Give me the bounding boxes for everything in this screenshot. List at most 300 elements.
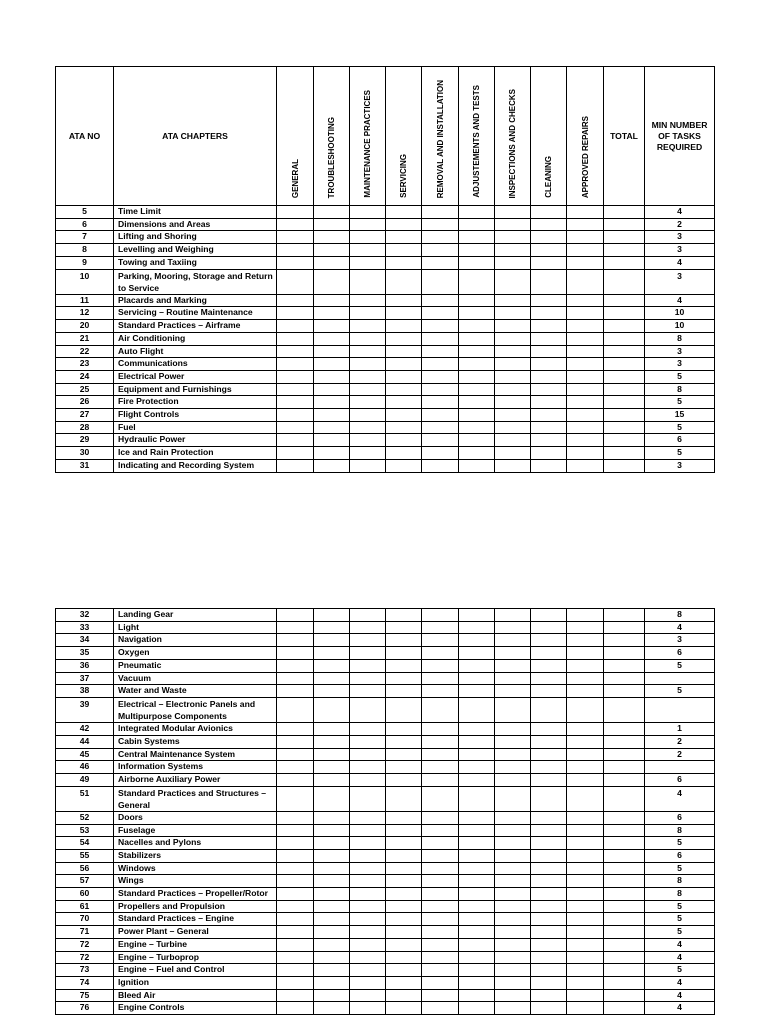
task-entry-cell[interactable] bbox=[531, 345, 567, 358]
task-entry-cell[interactable] bbox=[277, 320, 314, 333]
task-entry-cell[interactable] bbox=[495, 370, 531, 383]
task-entry-cell[interactable] bbox=[459, 256, 495, 269]
task-entry-cell[interactable] bbox=[386, 396, 422, 409]
task-entry-cell[interactable] bbox=[277, 206, 314, 219]
task-entry-cell[interactable] bbox=[459, 634, 495, 647]
task-entry-cell[interactable] bbox=[567, 621, 604, 634]
task-entry-cell[interactable] bbox=[495, 218, 531, 231]
task-entry-cell[interactable] bbox=[531, 723, 567, 736]
task-entry-cell[interactable] bbox=[459, 723, 495, 736]
task-entry-cell[interactable] bbox=[277, 761, 314, 774]
task-entry-cell[interactable] bbox=[531, 256, 567, 269]
task-entry-cell[interactable] bbox=[531, 849, 567, 862]
task-entry-cell[interactable] bbox=[314, 786, 350, 811]
task-entry-cell[interactable] bbox=[386, 951, 422, 964]
task-entry-cell[interactable] bbox=[386, 773, 422, 786]
task-entry-cell[interactable] bbox=[422, 989, 459, 1002]
task-entry-cell[interactable] bbox=[314, 926, 350, 939]
task-entry-cell[interactable] bbox=[350, 773, 386, 786]
task-entry-cell[interactable] bbox=[350, 396, 386, 409]
task-entry-cell[interactable] bbox=[531, 685, 567, 698]
task-entry-cell[interactable] bbox=[422, 1002, 459, 1015]
task-entry-cell[interactable] bbox=[422, 421, 459, 434]
total-cell[interactable] bbox=[604, 849, 645, 862]
task-entry-cell[interactable] bbox=[350, 761, 386, 774]
task-entry-cell[interactable] bbox=[314, 875, 350, 888]
task-entry-cell[interactable] bbox=[277, 735, 314, 748]
total-cell[interactable] bbox=[604, 459, 645, 472]
task-entry-cell[interactable] bbox=[531, 459, 567, 472]
task-entry-cell[interactable] bbox=[386, 964, 422, 977]
task-entry-cell[interactable] bbox=[314, 621, 350, 634]
task-entry-cell[interactable] bbox=[531, 824, 567, 837]
task-entry-cell[interactable] bbox=[386, 761, 422, 774]
task-entry-cell[interactable] bbox=[314, 761, 350, 774]
task-entry-cell[interactable] bbox=[422, 862, 459, 875]
task-entry-cell[interactable] bbox=[422, 685, 459, 698]
task-entry-cell[interactable] bbox=[459, 938, 495, 951]
task-entry-cell[interactable] bbox=[422, 332, 459, 345]
task-entry-cell[interactable] bbox=[386, 231, 422, 244]
task-entry-cell[interactable] bbox=[531, 647, 567, 660]
task-entry-cell[interactable] bbox=[567, 421, 604, 434]
task-entry-cell[interactable] bbox=[567, 1002, 604, 1015]
task-entry-cell[interactable] bbox=[531, 609, 567, 622]
task-entry-cell[interactable] bbox=[422, 951, 459, 964]
total-cell[interactable] bbox=[604, 773, 645, 786]
total-cell[interactable] bbox=[604, 294, 645, 307]
task-entry-cell[interactable] bbox=[567, 244, 604, 257]
task-entry-cell[interactable] bbox=[277, 383, 314, 396]
task-entry-cell[interactable] bbox=[567, 697, 604, 722]
task-entry-cell[interactable] bbox=[567, 409, 604, 422]
task-entry-cell[interactable] bbox=[350, 824, 386, 837]
task-entry-cell[interactable] bbox=[459, 989, 495, 1002]
task-entry-cell[interactable] bbox=[350, 634, 386, 647]
task-entry-cell[interactable] bbox=[567, 786, 604, 811]
task-entry-cell[interactable] bbox=[567, 231, 604, 244]
task-entry-cell[interactable] bbox=[422, 735, 459, 748]
task-entry-cell[interactable] bbox=[567, 307, 604, 320]
task-entry-cell[interactable] bbox=[277, 773, 314, 786]
task-entry-cell[interactable] bbox=[459, 320, 495, 333]
task-entry-cell[interactable] bbox=[531, 231, 567, 244]
task-entry-cell[interactable] bbox=[350, 964, 386, 977]
task-entry-cell[interactable] bbox=[459, 421, 495, 434]
task-entry-cell[interactable] bbox=[459, 269, 495, 294]
task-entry-cell[interactable] bbox=[531, 383, 567, 396]
task-entry-cell[interactable] bbox=[314, 421, 350, 434]
total-cell[interactable] bbox=[604, 396, 645, 409]
total-cell[interactable] bbox=[604, 358, 645, 371]
task-entry-cell[interactable] bbox=[277, 459, 314, 472]
task-entry-cell[interactable] bbox=[314, 396, 350, 409]
task-entry-cell[interactable] bbox=[495, 269, 531, 294]
task-entry-cell[interactable] bbox=[386, 320, 422, 333]
task-entry-cell[interactable] bbox=[314, 447, 350, 460]
task-entry-cell[interactable] bbox=[495, 926, 531, 939]
task-entry-cell[interactable] bbox=[422, 634, 459, 647]
total-cell[interactable] bbox=[604, 938, 645, 951]
task-entry-cell[interactable] bbox=[386, 888, 422, 901]
task-entry-cell[interactable] bbox=[459, 735, 495, 748]
task-entry-cell[interactable] bbox=[531, 370, 567, 383]
task-entry-cell[interactable] bbox=[277, 370, 314, 383]
task-entry-cell[interactable] bbox=[459, 761, 495, 774]
task-entry-cell[interactable] bbox=[531, 938, 567, 951]
task-entry-cell[interactable] bbox=[277, 989, 314, 1002]
task-entry-cell[interactable] bbox=[495, 332, 531, 345]
task-entry-cell[interactable] bbox=[495, 697, 531, 722]
task-entry-cell[interactable] bbox=[531, 1002, 567, 1015]
task-entry-cell[interactable] bbox=[350, 672, 386, 685]
task-entry-cell[interactable] bbox=[531, 634, 567, 647]
task-entry-cell[interactable] bbox=[314, 269, 350, 294]
task-entry-cell[interactable] bbox=[459, 383, 495, 396]
task-entry-cell[interactable] bbox=[277, 231, 314, 244]
task-entry-cell[interactable] bbox=[386, 294, 422, 307]
task-entry-cell[interactable] bbox=[314, 837, 350, 850]
task-entry-cell[interactable] bbox=[350, 723, 386, 736]
task-entry-cell[interactable] bbox=[422, 409, 459, 422]
task-entry-cell[interactable] bbox=[422, 609, 459, 622]
total-cell[interactable] bbox=[604, 231, 645, 244]
task-entry-cell[interactable] bbox=[314, 824, 350, 837]
task-entry-cell[interactable] bbox=[277, 786, 314, 811]
task-entry-cell[interactable] bbox=[567, 811, 604, 824]
task-entry-cell[interactable] bbox=[350, 370, 386, 383]
task-entry-cell[interactable] bbox=[314, 888, 350, 901]
task-entry-cell[interactable] bbox=[459, 396, 495, 409]
total-cell[interactable] bbox=[604, 244, 645, 257]
total-cell[interactable] bbox=[604, 383, 645, 396]
task-entry-cell[interactable] bbox=[459, 307, 495, 320]
task-entry-cell[interactable] bbox=[277, 913, 314, 926]
task-entry-cell[interactable] bbox=[459, 447, 495, 460]
task-entry-cell[interactable] bbox=[314, 1002, 350, 1015]
task-entry-cell[interactable] bbox=[495, 659, 531, 672]
task-entry-cell[interactable] bbox=[567, 849, 604, 862]
task-entry-cell[interactable] bbox=[495, 773, 531, 786]
task-entry-cell[interactable] bbox=[277, 1002, 314, 1015]
task-entry-cell[interactable] bbox=[531, 434, 567, 447]
task-entry-cell[interactable] bbox=[495, 231, 531, 244]
task-entry-cell[interactable] bbox=[567, 434, 604, 447]
task-entry-cell[interactable] bbox=[277, 964, 314, 977]
task-entry-cell[interactable] bbox=[495, 409, 531, 422]
task-entry-cell[interactable] bbox=[277, 837, 314, 850]
task-entry-cell[interactable] bbox=[531, 964, 567, 977]
task-entry-cell[interactable] bbox=[350, 409, 386, 422]
task-entry-cell[interactable] bbox=[422, 672, 459, 685]
task-entry-cell[interactable] bbox=[495, 735, 531, 748]
task-entry-cell[interactable] bbox=[495, 913, 531, 926]
task-entry-cell[interactable] bbox=[277, 332, 314, 345]
task-entry-cell[interactable] bbox=[422, 447, 459, 460]
task-entry-cell[interactable] bbox=[386, 786, 422, 811]
task-entry-cell[interactable] bbox=[277, 811, 314, 824]
task-entry-cell[interactable] bbox=[567, 862, 604, 875]
task-entry-cell[interactable] bbox=[567, 875, 604, 888]
total-cell[interactable] bbox=[604, 370, 645, 383]
task-entry-cell[interactable] bbox=[386, 811, 422, 824]
total-cell[interactable] bbox=[604, 723, 645, 736]
task-entry-cell[interactable] bbox=[567, 672, 604, 685]
task-entry-cell[interactable] bbox=[459, 951, 495, 964]
task-entry-cell[interactable] bbox=[314, 206, 350, 219]
task-entry-cell[interactable] bbox=[459, 964, 495, 977]
task-entry-cell[interactable] bbox=[495, 647, 531, 660]
task-entry-cell[interactable] bbox=[567, 888, 604, 901]
task-entry-cell[interactable] bbox=[495, 849, 531, 862]
task-entry-cell[interactable] bbox=[495, 875, 531, 888]
task-entry-cell[interactable] bbox=[386, 269, 422, 294]
task-entry-cell[interactable] bbox=[350, 244, 386, 257]
task-entry-cell[interactable] bbox=[386, 900, 422, 913]
task-entry-cell[interactable] bbox=[277, 396, 314, 409]
task-entry-cell[interactable] bbox=[314, 849, 350, 862]
task-entry-cell[interactable] bbox=[350, 383, 386, 396]
task-entry-cell[interactable] bbox=[422, 383, 459, 396]
task-entry-cell[interactable] bbox=[314, 345, 350, 358]
total-cell[interactable] bbox=[604, 621, 645, 634]
task-entry-cell[interactable] bbox=[386, 735, 422, 748]
task-entry-cell[interactable] bbox=[386, 913, 422, 926]
total-cell[interactable] bbox=[604, 269, 645, 294]
task-entry-cell[interactable] bbox=[422, 900, 459, 913]
task-entry-cell[interactable] bbox=[531, 358, 567, 371]
task-entry-cell[interactable] bbox=[459, 685, 495, 698]
task-entry-cell[interactable] bbox=[314, 244, 350, 257]
task-entry-cell[interactable] bbox=[314, 964, 350, 977]
task-entry-cell[interactable] bbox=[277, 951, 314, 964]
task-entry-cell[interactable] bbox=[350, 938, 386, 951]
task-entry-cell[interactable] bbox=[495, 976, 531, 989]
task-entry-cell[interactable] bbox=[422, 218, 459, 231]
total-cell[interactable] bbox=[604, 811, 645, 824]
task-entry-cell[interactable] bbox=[314, 218, 350, 231]
task-entry-cell[interactable] bbox=[386, 647, 422, 660]
task-entry-cell[interactable] bbox=[422, 875, 459, 888]
task-entry-cell[interactable] bbox=[459, 672, 495, 685]
total-cell[interactable] bbox=[604, 697, 645, 722]
task-entry-cell[interactable] bbox=[314, 748, 350, 761]
task-entry-cell[interactable] bbox=[277, 672, 314, 685]
task-entry-cell[interactable] bbox=[314, 634, 350, 647]
task-entry-cell[interactable] bbox=[386, 332, 422, 345]
task-entry-cell[interactable] bbox=[531, 659, 567, 672]
task-entry-cell[interactable] bbox=[350, 849, 386, 862]
task-entry-cell[interactable] bbox=[531, 320, 567, 333]
task-entry-cell[interactable] bbox=[531, 786, 567, 811]
task-entry-cell[interactable] bbox=[459, 244, 495, 257]
task-entry-cell[interactable] bbox=[495, 761, 531, 774]
task-entry-cell[interactable] bbox=[350, 345, 386, 358]
task-entry-cell[interactable] bbox=[459, 849, 495, 862]
task-entry-cell[interactable] bbox=[495, 824, 531, 837]
task-entry-cell[interactable] bbox=[567, 964, 604, 977]
task-entry-cell[interactable] bbox=[386, 244, 422, 257]
task-entry-cell[interactable] bbox=[567, 748, 604, 761]
task-entry-cell[interactable] bbox=[277, 358, 314, 371]
task-entry-cell[interactable] bbox=[495, 421, 531, 434]
task-entry-cell[interactable] bbox=[350, 332, 386, 345]
task-entry-cell[interactable] bbox=[422, 231, 459, 244]
task-entry-cell[interactable] bbox=[314, 609, 350, 622]
task-entry-cell[interactable] bbox=[314, 900, 350, 913]
task-entry-cell[interactable] bbox=[531, 697, 567, 722]
task-entry-cell[interactable] bbox=[422, 396, 459, 409]
task-entry-cell[interactable] bbox=[567, 989, 604, 1002]
total-cell[interactable] bbox=[604, 332, 645, 345]
task-entry-cell[interactable] bbox=[567, 685, 604, 698]
task-entry-cell[interactable] bbox=[277, 345, 314, 358]
task-entry-cell[interactable] bbox=[422, 811, 459, 824]
task-entry-cell[interactable] bbox=[567, 332, 604, 345]
task-entry-cell[interactable] bbox=[350, 294, 386, 307]
task-entry-cell[interactable] bbox=[314, 913, 350, 926]
task-entry-cell[interactable] bbox=[386, 976, 422, 989]
task-entry-cell[interactable] bbox=[567, 951, 604, 964]
total-cell[interactable] bbox=[604, 824, 645, 837]
task-entry-cell[interactable] bbox=[567, 837, 604, 850]
task-entry-cell[interactable] bbox=[386, 218, 422, 231]
task-entry-cell[interactable] bbox=[386, 659, 422, 672]
task-entry-cell[interactable] bbox=[459, 409, 495, 422]
task-entry-cell[interactable] bbox=[531, 900, 567, 913]
task-entry-cell[interactable] bbox=[422, 748, 459, 761]
task-entry-cell[interactable] bbox=[495, 862, 531, 875]
task-entry-cell[interactable] bbox=[531, 748, 567, 761]
task-entry-cell[interactable] bbox=[531, 332, 567, 345]
task-entry-cell[interactable] bbox=[495, 964, 531, 977]
task-entry-cell[interactable] bbox=[422, 761, 459, 774]
task-entry-cell[interactable] bbox=[350, 320, 386, 333]
task-entry-cell[interactable] bbox=[386, 824, 422, 837]
task-entry-cell[interactable] bbox=[314, 459, 350, 472]
task-entry-cell[interactable] bbox=[459, 862, 495, 875]
task-entry-cell[interactable] bbox=[495, 723, 531, 736]
task-entry-cell[interactable] bbox=[350, 621, 386, 634]
total-cell[interactable] bbox=[604, 447, 645, 460]
task-entry-cell[interactable] bbox=[314, 697, 350, 722]
task-entry-cell[interactable] bbox=[422, 358, 459, 371]
total-cell[interactable] bbox=[604, 659, 645, 672]
task-entry-cell[interactable] bbox=[386, 345, 422, 358]
task-entry-cell[interactable] bbox=[386, 837, 422, 850]
task-entry-cell[interactable] bbox=[422, 256, 459, 269]
task-entry-cell[interactable] bbox=[314, 332, 350, 345]
task-entry-cell[interactable] bbox=[350, 926, 386, 939]
task-entry-cell[interactable] bbox=[277, 269, 314, 294]
task-entry-cell[interactable] bbox=[531, 862, 567, 875]
total-cell[interactable] bbox=[604, 964, 645, 977]
task-entry-cell[interactable] bbox=[277, 938, 314, 951]
task-entry-cell[interactable] bbox=[531, 447, 567, 460]
task-entry-cell[interactable] bbox=[567, 723, 604, 736]
task-entry-cell[interactable] bbox=[314, 409, 350, 422]
task-entry-cell[interactable] bbox=[277, 697, 314, 722]
task-entry-cell[interactable] bbox=[386, 609, 422, 622]
total-cell[interactable] bbox=[604, 900, 645, 913]
total-cell[interactable] bbox=[604, 634, 645, 647]
task-entry-cell[interactable] bbox=[386, 926, 422, 939]
task-entry-cell[interactable] bbox=[495, 206, 531, 219]
task-entry-cell[interactable] bbox=[459, 697, 495, 722]
task-entry-cell[interactable] bbox=[350, 1002, 386, 1015]
task-entry-cell[interactable] bbox=[459, 875, 495, 888]
total-cell[interactable] bbox=[604, 434, 645, 447]
task-entry-cell[interactable] bbox=[459, 976, 495, 989]
task-entry-cell[interactable] bbox=[495, 989, 531, 1002]
task-entry-cell[interactable] bbox=[531, 269, 567, 294]
task-entry-cell[interactable] bbox=[531, 244, 567, 257]
task-entry-cell[interactable] bbox=[422, 434, 459, 447]
task-entry-cell[interactable] bbox=[422, 786, 459, 811]
task-entry-cell[interactable] bbox=[422, 913, 459, 926]
task-entry-cell[interactable] bbox=[350, 735, 386, 748]
task-entry-cell[interactable] bbox=[350, 951, 386, 964]
task-entry-cell[interactable] bbox=[495, 900, 531, 913]
total-cell[interactable] bbox=[604, 862, 645, 875]
task-entry-cell[interactable] bbox=[459, 647, 495, 660]
task-entry-cell[interactable] bbox=[495, 672, 531, 685]
task-entry-cell[interactable] bbox=[531, 307, 567, 320]
task-entry-cell[interactable] bbox=[386, 459, 422, 472]
task-entry-cell[interactable] bbox=[495, 837, 531, 850]
task-entry-cell[interactable] bbox=[277, 434, 314, 447]
task-entry-cell[interactable] bbox=[422, 294, 459, 307]
task-entry-cell[interactable] bbox=[277, 900, 314, 913]
task-entry-cell[interactable] bbox=[531, 409, 567, 422]
task-entry-cell[interactable] bbox=[422, 938, 459, 951]
task-entry-cell[interactable] bbox=[459, 659, 495, 672]
task-entry-cell[interactable] bbox=[277, 621, 314, 634]
task-entry-cell[interactable] bbox=[277, 862, 314, 875]
task-entry-cell[interactable] bbox=[277, 447, 314, 460]
task-entry-cell[interactable] bbox=[567, 256, 604, 269]
total-cell[interactable] bbox=[604, 761, 645, 774]
task-entry-cell[interactable] bbox=[314, 938, 350, 951]
task-entry-cell[interactable] bbox=[386, 421, 422, 434]
task-entry-cell[interactable] bbox=[531, 421, 567, 434]
task-entry-cell[interactable] bbox=[495, 951, 531, 964]
task-entry-cell[interactable] bbox=[495, 609, 531, 622]
task-entry-cell[interactable] bbox=[495, 685, 531, 698]
task-entry-cell[interactable] bbox=[422, 269, 459, 294]
task-entry-cell[interactable] bbox=[386, 307, 422, 320]
task-entry-cell[interactable] bbox=[459, 370, 495, 383]
task-entry-cell[interactable] bbox=[567, 396, 604, 409]
task-entry-cell[interactable] bbox=[459, 459, 495, 472]
task-entry-cell[interactable] bbox=[277, 685, 314, 698]
task-entry-cell[interactable] bbox=[314, 231, 350, 244]
task-entry-cell[interactable] bbox=[459, 837, 495, 850]
task-entry-cell[interactable] bbox=[386, 849, 422, 862]
task-entry-cell[interactable] bbox=[495, 244, 531, 257]
task-entry-cell[interactable] bbox=[350, 358, 386, 371]
task-entry-cell[interactable] bbox=[314, 647, 350, 660]
total-cell[interactable] bbox=[604, 748, 645, 761]
task-entry-cell[interactable] bbox=[350, 837, 386, 850]
task-entry-cell[interactable] bbox=[314, 685, 350, 698]
task-entry-cell[interactable] bbox=[350, 862, 386, 875]
task-entry-cell[interactable] bbox=[567, 773, 604, 786]
task-entry-cell[interactable] bbox=[567, 913, 604, 926]
task-entry-cell[interactable] bbox=[350, 786, 386, 811]
task-entry-cell[interactable] bbox=[495, 256, 531, 269]
task-entry-cell[interactable] bbox=[350, 307, 386, 320]
